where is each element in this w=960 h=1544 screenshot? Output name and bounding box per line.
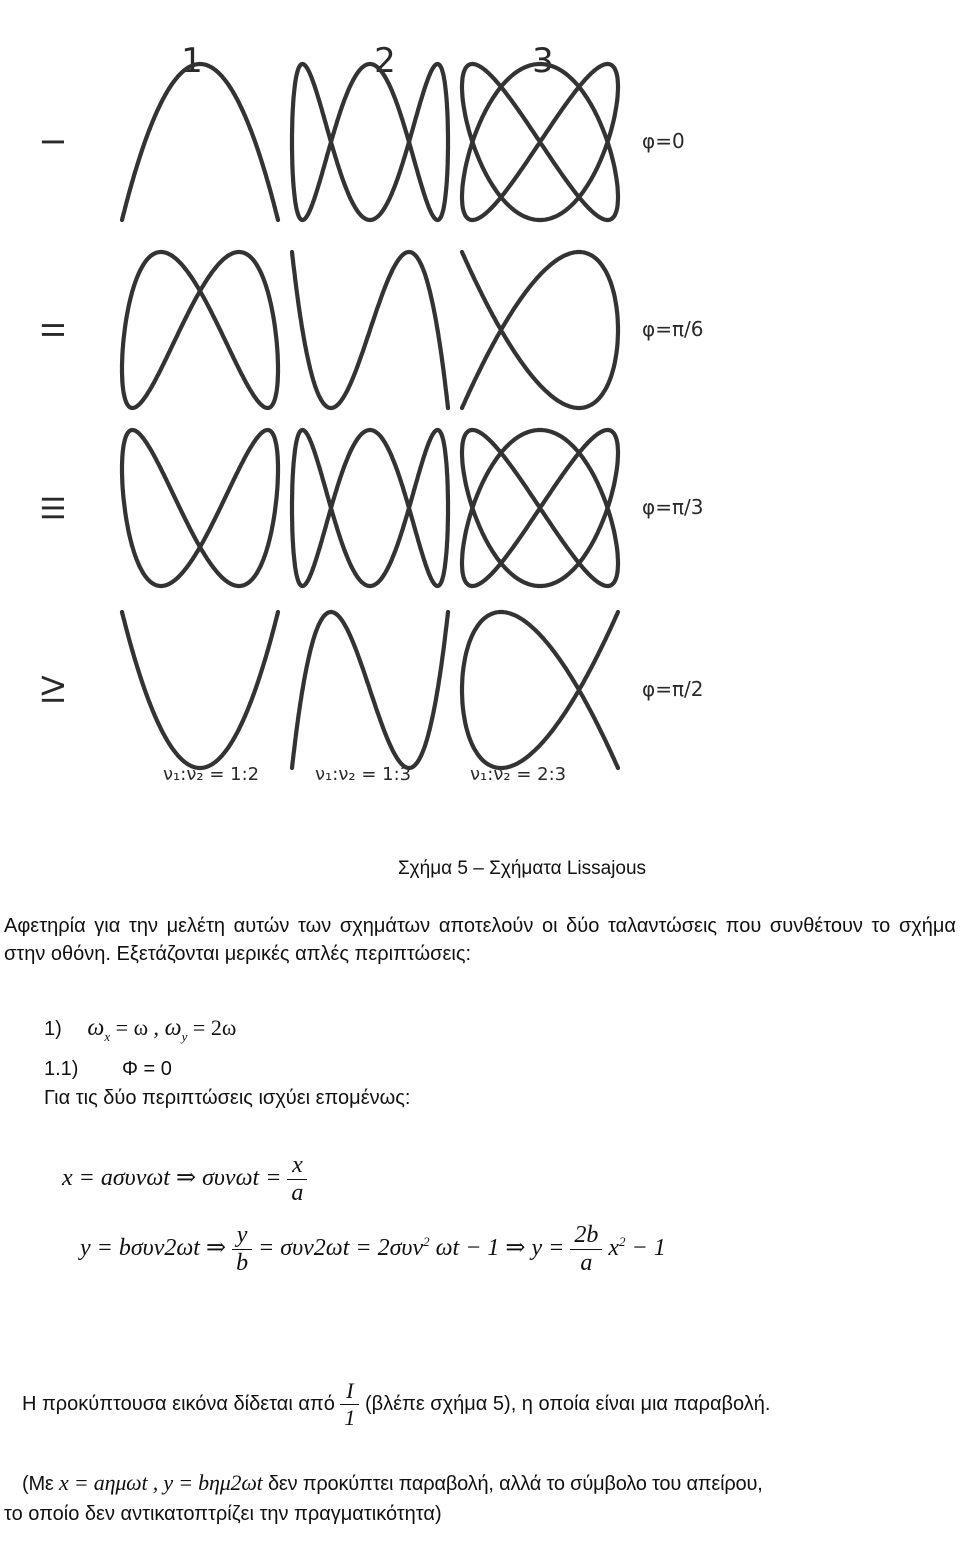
lissajous-curve-col3-row1: [462, 64, 618, 220]
case-1-label: 1): [44, 1018, 62, 1040]
omega-y: [164, 1015, 188, 1044]
fraction-2b-over-a: [570, 1222, 602, 1277]
lissajous-curve-col3-row3: [462, 430, 618, 586]
note-pre: (Με: [22, 1473, 54, 1495]
lissajous-curve-col2-row4: [292, 612, 448, 768]
ratio-label-3: ν₁:ν₂ = 2:3: [470, 764, 567, 785]
both-cases-text: Για τις δύο περιπτώσεις ισχύει επομένως:: [44, 1087, 411, 1109]
equation-y-square: 2: [423, 1234, 430, 1250]
equation-y-tail2: − 1: [631, 1235, 666, 1262]
equation-x-lhs: x = aσυνωt ⇒ συνωt =: [62, 1165, 282, 1192]
row-label-4: IV: [37, 675, 72, 705]
phase-label-3: φ=π/3: [642, 495, 704, 519]
case-1-1-label: 1.1): [44, 1058, 79, 1080]
column-label-1: 1: [181, 41, 203, 81]
phase-label-2: φ=π/6: [642, 317, 704, 341]
fraction-x-denominator: a: [291, 1180, 304, 1206]
note-post: δεν προκύπτει παραβολή, αλλά το σύμβολο του απείρου,: [267, 1473, 763, 1495]
lissajous-curve-col3-row4: [462, 612, 618, 768]
omega-y-subscript: y: [181, 1028, 188, 1044]
result-pre: Η προκύπτουσα εικόνα δίδεται από: [22, 1392, 335, 1415]
omega-y-symbol: ω: [164, 1015, 182, 1041]
equation-y: [80, 1222, 666, 1277]
row-label-3: III: [37, 494, 72, 522]
lissajous-curve-col1-row4: [122, 612, 278, 768]
fraction-i-denominator: 1: [344, 1405, 356, 1430]
equation-y-mid: = συν2ωt = 2συν: [258, 1235, 424, 1262]
note-expr-x: x = aημωt ,: [59, 1470, 159, 1495]
equation-y-mid2: ωt − 1 ⇒ y =: [435, 1235, 565, 1262]
figure-caption: [0, 858, 960, 880]
note-line-1: [22, 1470, 763, 1496]
fraction-2b-denominator: a: [580, 1250, 593, 1276]
phase-label-4: φ=π/2: [642, 677, 704, 701]
fraction-y-numerator: y: [232, 1222, 252, 1250]
column-label-3: 3: [532, 41, 554, 81]
column-label-2: 2: [374, 41, 396, 81]
equation-y-x-square: 2: [619, 1234, 626, 1250]
lissajous-curve-col2-row2: [292, 252, 448, 408]
figure-caption-text: Σχήμα 5 – Σχήματα Lissajous: [397, 858, 647, 879]
omega-x-subscript: x: [104, 1028, 111, 1044]
result-line: [22, 1378, 770, 1431]
ratio-label-1: ν₁:ν₂ = 1:2: [163, 764, 260, 785]
case-1-1-expr: Φ = 0: [122, 1058, 172, 1080]
intro-paragraph: Αφετηρία για την μελέτη αυτών των σχημάτων αποτελούν οι δύο ταλαντώσεις που συνθέτουν το σχήμα στην οθόνη. Εξετάζονται μερικές απλές περιπτώσεις:: [4, 915, 956, 965]
case-1-eq1: = ω ,: [115, 1015, 160, 1040]
lissajous-curve-col1-row2: [122, 252, 278, 408]
equation-y-tail: x: [608, 1235, 620, 1262]
fraction-i-numerator: I: [340, 1378, 359, 1405]
fraction-y-over-b: [232, 1222, 252, 1277]
fraction-i-over-1: [340, 1378, 359, 1431]
lissajous-curve-col1-row1: [122, 64, 278, 220]
case-1-1-line: [44, 1058, 172, 1081]
note-line-2: το οποίο δεν αντικατοπτρίζει την πραγματικότητα): [4, 1503, 442, 1525]
fraction-x-numerator: x: [287, 1152, 307, 1180]
case-1-eq2: = 2ω: [192, 1015, 237, 1040]
omega-x: [87, 1015, 111, 1044]
fraction-2b-numerator: 2b: [570, 1222, 602, 1250]
lissajous-curve-col2-row3: [292, 430, 448, 586]
ratio-label-2: ν₁:ν₂ = 1:3: [315, 764, 412, 785]
omega-x-symbol: ω: [87, 1015, 105, 1041]
row-label-2: II: [37, 321, 72, 339]
equation-x: [62, 1152, 307, 1207]
fraction-x-over-a: [287, 1152, 307, 1207]
phase-label-1: φ=0: [642, 129, 685, 153]
result-post: (βλέπε σχήμα 5), η οποία είναι μια παραβολή.: [364, 1392, 771, 1415]
note-expr-y: y = bημ2ωt: [163, 1470, 263, 1495]
fraction-y-denominator: b: [236, 1250, 249, 1276]
equation-y-lhs: y = bσυν2ωt ⇒: [80, 1235, 227, 1262]
lissajous-curve-col3-row2: [462, 252, 618, 408]
lissajous-curve-col2-row1: [292, 64, 448, 220]
lissajous-curve-col1-row3: [122, 430, 278, 586]
row-label-1: I: [37, 137, 72, 147]
case-1-line: [44, 1015, 236, 1045]
